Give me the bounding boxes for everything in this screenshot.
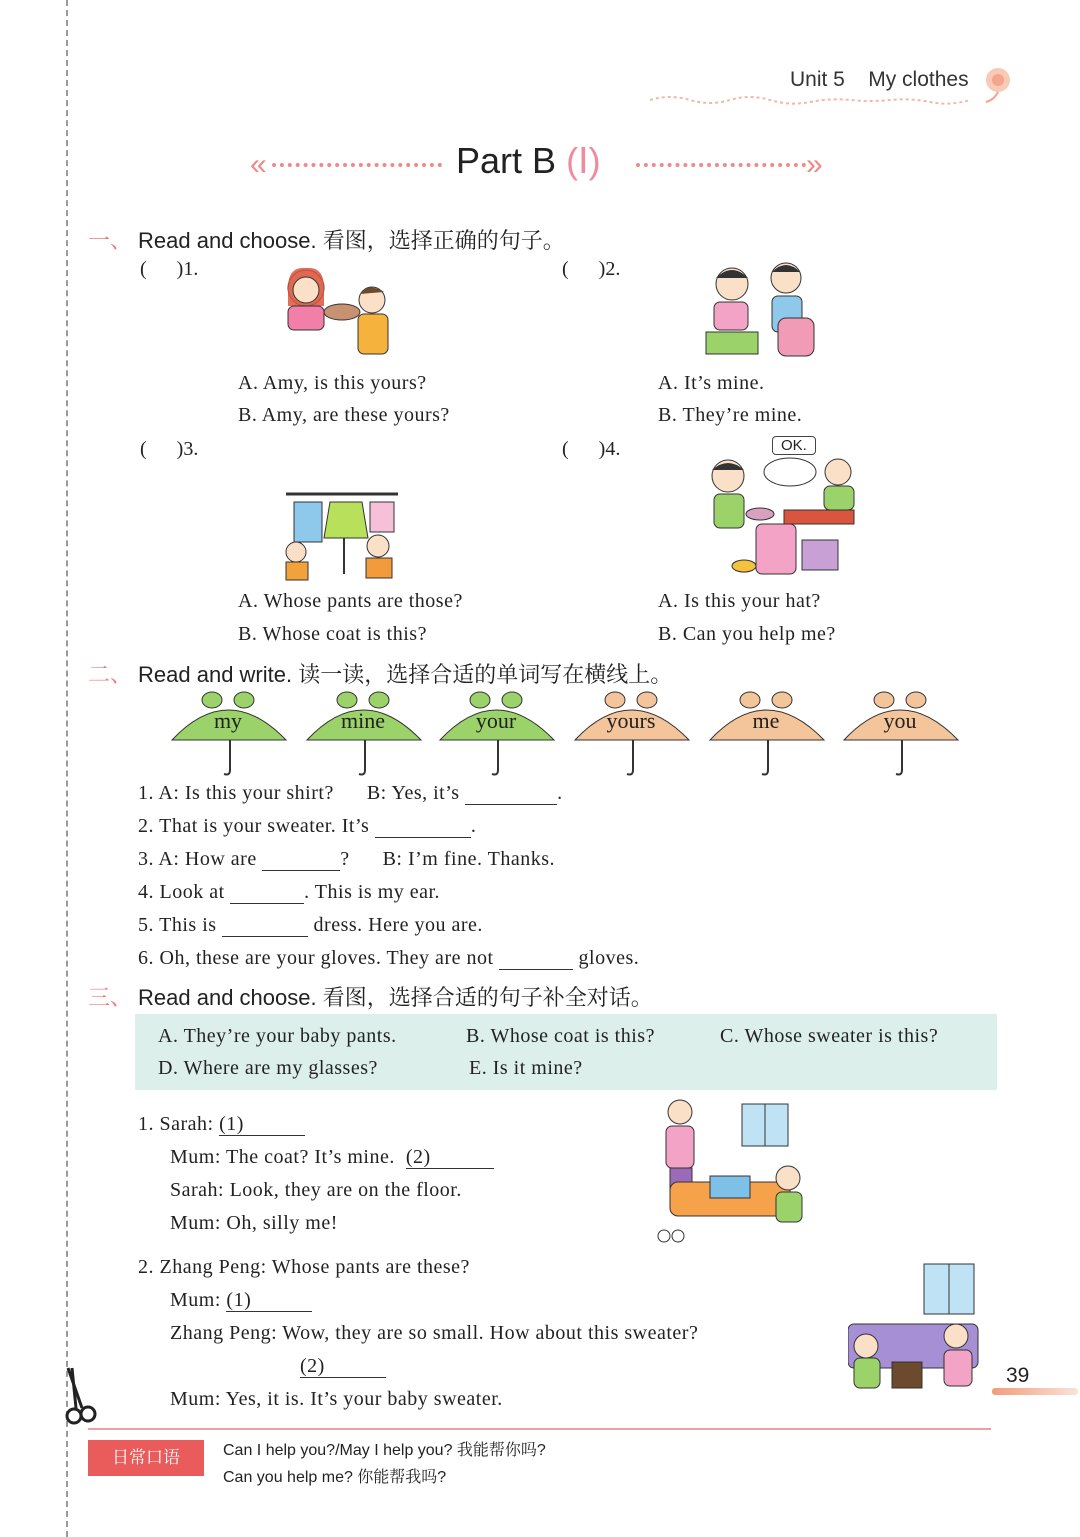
q4-option-b[interactable]: B. Can you help me? (658, 623, 836, 645)
d1-blank-2-label: (2) (405, 1146, 431, 1168)
section3-title: Read and choose. 看图，选择合适的句子补全对话。 (138, 985, 653, 1010)
section1-heading (88, 224, 565, 255)
s2-l4-end: . This is my ear. (304, 881, 441, 903)
q1-number: )1. (176, 258, 199, 280)
footer-line-1: Can I help you?/May I help you? 我能帮你吗? (223, 1442, 546, 1459)
s2-line-5 (138, 914, 483, 937)
s2-l2-blank[interactable] (375, 815, 471, 838)
umbrella-word-you[interactable] (842, 690, 962, 780)
q3-option-a[interactable]: A. Whose pants are those? (238, 590, 463, 612)
option-b: B. Whose coat is this? (466, 1025, 655, 1047)
s2-line-3 (138, 848, 555, 871)
s2-l4-text: 4. Look at (138, 881, 225, 903)
left-arrows-icon: « (250, 148, 267, 181)
right-arrows-icon: » (806, 148, 823, 181)
part-number: (Ⅰ) (566, 140, 601, 181)
d2-blank-2-label: (2) (300, 1355, 325, 1377)
d2-blank-2[interactable] (300, 1355, 386, 1378)
section1-title: Read and choose. 看图，选择正确的句子。 (138, 228, 565, 253)
unit-title: My clothes (868, 68, 969, 91)
q2-number: )2. (598, 258, 621, 280)
part-label: Part B (456, 140, 557, 181)
s2-l5-text: 5. This is (138, 914, 217, 936)
dialogue2-illustration (848, 1262, 988, 1402)
umbrella-word-my[interactable] (170, 690, 290, 780)
d1-line-2 (170, 1146, 494, 1169)
s2-l1-blank[interactable] (465, 782, 557, 805)
section2-heading (88, 658, 672, 689)
q4-option-a[interactable]: A. Is this your hat? (658, 590, 821, 612)
s2-l3-blank[interactable] (262, 848, 340, 871)
umbrella-label: your (475, 708, 517, 733)
flower-icon (976, 62, 1020, 106)
unit-label: Unit 5 (790, 68, 845, 91)
q2-answer-bracket[interactable]: ( )2. (562, 258, 621, 280)
q2-option-a[interactable]: A. It’s mine. (658, 372, 765, 394)
s2-line-4 (138, 881, 440, 904)
q4-illustration (700, 456, 870, 580)
q2-illustration (700, 256, 820, 362)
d2-blank-1-label: (1) (226, 1289, 252, 1311)
option-e: E. Is it mine? (469, 1057, 583, 1079)
header-wave-decoration (650, 92, 980, 112)
umbrella-label: yours (606, 708, 656, 733)
d1-blank-1-label: (1) (219, 1113, 244, 1135)
page-number-bar (992, 1388, 1078, 1395)
d1-line-3: Sarah: Look, they are on the floor. (170, 1179, 462, 1201)
section1-number: 一、 (88, 229, 133, 254)
d1-blank-2[interactable] (406, 1146, 494, 1169)
umbrella-label: my (213, 708, 243, 733)
q3-number: )3. (176, 438, 199, 460)
s2-l1-answer: B: Yes, it’s (366, 782, 460, 804)
d1-line-4: Mum: Oh, silly me! (170, 1212, 338, 1234)
d1-blank-1[interactable] (219, 1113, 305, 1136)
q3-illustration (282, 490, 402, 582)
d2-line-2 (170, 1289, 312, 1312)
s2-l3-mark: ? (340, 848, 350, 870)
s2-l3-question: 3. A: How are (138, 848, 257, 870)
umbrella-word-yours[interactable] (573, 690, 693, 780)
section2-number: 二、 (88, 663, 133, 688)
q3-option-b[interactable]: B. Whose coat is this? (238, 623, 427, 645)
s2-l6-blank[interactable] (499, 947, 573, 970)
umbrella-label: me (752, 708, 780, 733)
q2-option-b[interactable]: B. They’re mine. (658, 404, 803, 426)
section3-number: 三、 (88, 986, 133, 1011)
title-dots-left (272, 163, 442, 167)
d2-mum-label: Mum: (170, 1289, 221, 1311)
option-a: A. They’re your baby pants. (158, 1025, 397, 1047)
s2-l1-question: 1. A: Is this your shirt? (138, 782, 334, 804)
s2-l2-end: . (470, 815, 477, 837)
s2-line-6 (138, 947, 639, 970)
d1-mum-line: Mum: The coat? It’s mine. (170, 1146, 395, 1168)
dialogue1-illustration (650, 1098, 814, 1248)
q4-answer-bracket[interactable]: ( )4. (562, 438, 621, 460)
q1-option-a[interactable]: A. Amy, is this yours? (238, 372, 427, 394)
s2-l6-text: 6. Oh, these are your gloves. They are not (138, 947, 494, 969)
s2-l4-blank[interactable] (230, 881, 304, 904)
section2-title: Read and write. 读一读，选择合适的单词写在横线上。 (138, 662, 673, 687)
footer-badge: 日常口语 (88, 1440, 204, 1476)
cut-line (66, 0, 68, 1537)
q4-number: )4. (598, 438, 621, 460)
s2-l1-end: . (557, 782, 563, 804)
part-title (456, 140, 601, 182)
unit-header (790, 68, 969, 92)
q1-illustration (280, 262, 395, 362)
d2-blank-1[interactable] (226, 1289, 312, 1312)
s2-line-2 (138, 815, 476, 838)
umbrella-label: you (883, 708, 917, 733)
page-number: 39 (1006, 1364, 1030, 1387)
option-c: C. Whose sweater is this? (720, 1025, 939, 1047)
q1-option-b[interactable]: B. Amy, are these yours? (238, 404, 450, 426)
q4-speech-bubble: OK. (772, 436, 816, 455)
option-d: D. Where are my glasses? (158, 1057, 378, 1079)
d1-speaker-sarah: 1. Sarah: (138, 1113, 214, 1135)
umbrella-word-me[interactable] (708, 690, 828, 780)
umbrella-word-your[interactable] (438, 690, 558, 780)
s2-line-1 (138, 782, 563, 805)
d2-line-4 (300, 1355, 386, 1378)
d2-line-3: Zhang Peng: Wow, they are so small. How about this sweater? (170, 1322, 699, 1344)
q1-answer-bracket[interactable]: ( )1. (140, 258, 199, 280)
s2-l5-end: dress. Here you are. (313, 914, 483, 936)
d1-line-1 (138, 1113, 305, 1136)
section3-heading (88, 981, 653, 1012)
footer-divider (88, 1428, 991, 1430)
footer-line-2: Can you help me? 你能帮我吗? (223, 1469, 447, 1486)
scissors-icon (62, 1366, 102, 1430)
d2-line-1: 2. Zhang Peng: Whose pants are these? (138, 1256, 470, 1278)
umbrella-word-mine[interactable] (305, 690, 425, 780)
title-dots-right (636, 163, 806, 167)
umbrella-label: mine (341, 708, 385, 733)
s2-l3-answer: B: I’m fine. Thanks. (382, 848, 555, 870)
s2-l6-end: gloves. (578, 947, 640, 969)
q3-answer-bracket[interactable]: ( )3. (140, 438, 199, 460)
d2-line-5: Mum: Yes, it is. It’s your baby sweater. (170, 1388, 503, 1410)
s2-l2-text: 2. That is your sweater. It’s (138, 815, 370, 837)
s2-l5-blank[interactable] (222, 914, 308, 937)
